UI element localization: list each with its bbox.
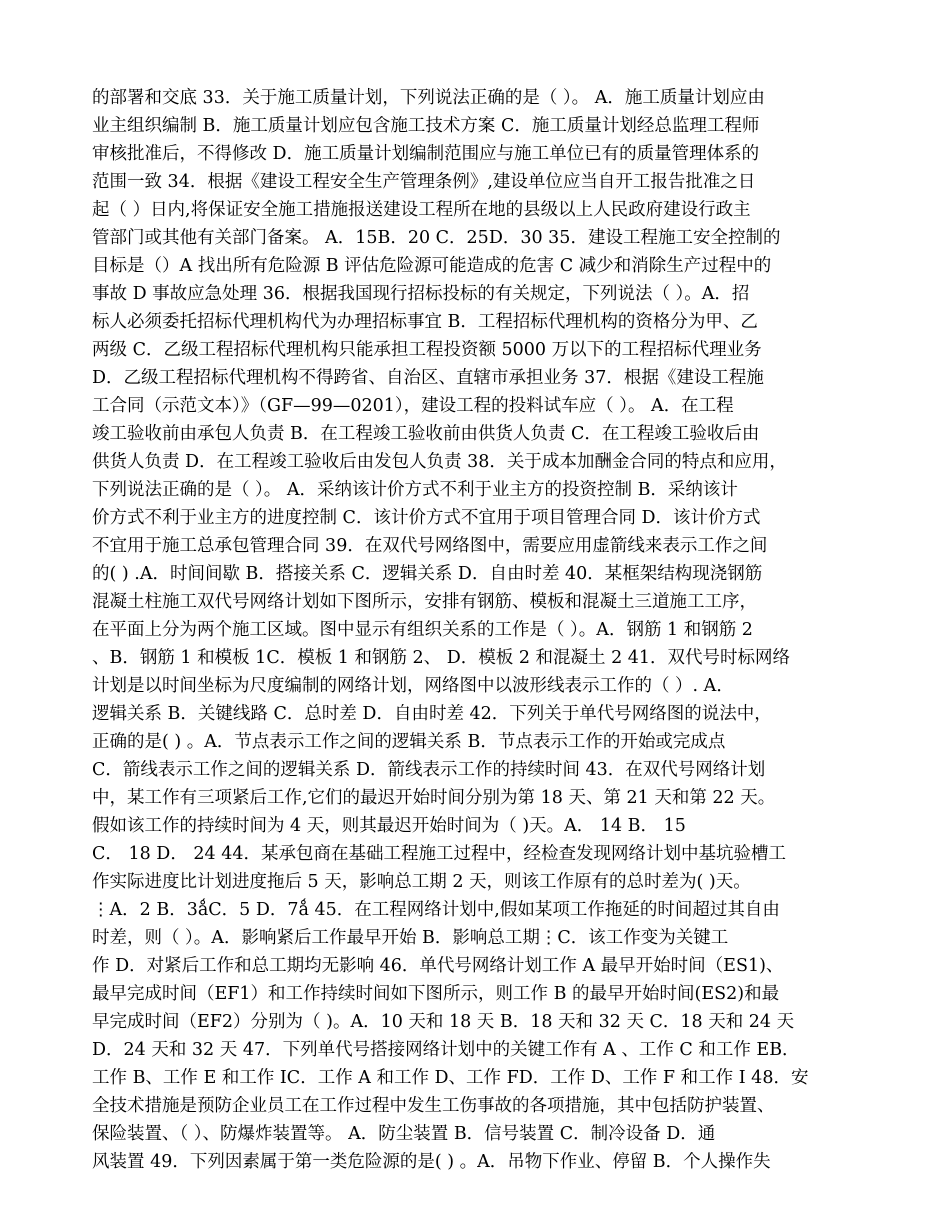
text-line: 的部署和交底 33．关于施工质量计划，下列说法正确的是（ ）。 A．施工质量计划应由 bbox=[92, 88, 765, 108]
text-line: 保险装置、（ ）、防爆炸装置等。 A．防尘装置 B．信号装置 C．制冷设备 D．通 bbox=[92, 1124, 716, 1144]
text-line: 时差，则（ ）。A．影响紧后工作最早开始 B．影响总工期⋮C．该工作变为关键工 bbox=[92, 928, 729, 948]
text-line: 起（ ）日内,将保证安全施工措施报送建设工程所在地的县级以上人民政府建设行政主 bbox=[92, 200, 751, 220]
text-line: 作 D．对紧后工作和总工期均无影响 46．单代号网络计划工作 A 最早开始时间（ES1)、 bbox=[92, 956, 784, 976]
text-line: C． 18 D． 24 44．某承包商在基础工程施工过程中，经检查发现网络计划中基坑验槽工 bbox=[92, 844, 786, 864]
text-line: D．乙级工程招标代理机构不得跨省、自治区、直辖市承担业务 37．根据《建设工程施 bbox=[92, 368, 764, 388]
text-line: 工作 B、工作 E 和工作 IC．工作 A 和工作 D、工作 FD．工作 D、工作 F 和工作 I 48．安 bbox=[92, 1068, 809, 1088]
text-line: 风装置 49．下列因素属于第一类危险源的是( ) 。A．吊物下作业、停留 B．个人操作失 bbox=[92, 1152, 771, 1172]
text-line: 管部门或其他有关部门备案。 A．15B．20 C．25D．30 35．建设工程施工安全控制的 bbox=[92, 228, 781, 248]
text-line: 供货人负责 D．在工程竣工验收后由发包人负责 38．关于成本加酬金合同的特点和应用， bbox=[92, 452, 787, 472]
text-line: 在平面上分为两个施工区域。图中显示有组织关系的工作是（ ）。A．钢筋 1 和钢筋 2 bbox=[92, 620, 753, 640]
text-line: 早完成时间（EF2）分别为（ )。A．10 天和 18 天 B．18 天和 32 天 C．18 天和 24 天 bbox=[92, 1012, 795, 1032]
text-line: 正确的是( ) 。A．节点表示工作之间的逻辑关系 B．节点表示工作的开始或完成点 bbox=[92, 732, 726, 752]
text-line: 标人必须委托招标代理机构代为办理招标事宜 B．工程招标代理机构的资格分为甲、乙 bbox=[92, 312, 758, 332]
text-line: 竣工验收前由承包人负责 B．在工程竣工验收前由供货人负责 C．在工程竣工验收后由 bbox=[92, 424, 760, 444]
text-line: 两级 C．乙级工程招标代理机构只能承担工程投资额 5000 万以下的工程招标代理业务 bbox=[92, 340, 762, 360]
text-line: 最早完成时间（EF1）和工作持续时间如下图所示，则工作 B 的最早开始时间(ES2)和最 bbox=[92, 984, 780, 1004]
text-line: C．箭线表示工作之间的逻辑关系 D．箭线表示工作的持续时间 43．在双代号网络计划 bbox=[92, 760, 766, 780]
text-line: 计划是以时间坐标为尺度编制的网络计划，网络图中以波形线表示工作的（ ）. A． bbox=[92, 676, 734, 696]
text-line: 业主组织编制 B．施工质量计划应包含施工技术方案 C．施工质量计划经总监理工程师 bbox=[92, 116, 760, 136]
text-line: 混凝土柱施工双代号网络计划如下图所示，安排有钢筋、模板和混凝土三道施工工序， bbox=[92, 592, 757, 612]
question-text-block bbox=[92, 84, 872, 1176]
text-line: 中，某工作有三项紧后工作,它们的最迟开始时间分别为第 18 天、第 21 天和第 22 天。 bbox=[92, 788, 776, 808]
text-line: 的( ) .A．时间间歇 B．搭接关系 C．逻辑关系 D．自由时差 40．某框架结构现浇钢筋 bbox=[92, 564, 763, 584]
text-line: 全技术措施是预防企业员工在工作过程中发生工伤事故的各项措施，其中包括防护装置、 bbox=[92, 1096, 775, 1116]
text-line: ⋮A．2 B．3ǻC．5 D．7ǻ 45．在工程网络计划中,假如某项工作拖延的时间超过其自由 bbox=[92, 900, 780, 920]
text-line: 、B．钢筋 1 和模板 1C．模板 1 和钢筋 2、 D．模板 2 和混凝土 2 41．双代号时标网络 bbox=[92, 648, 791, 668]
text-line: 事故 D 事故应急处理 36．根据我国现行招标投标的有关规定，下列说法（ ）。A．招 bbox=[92, 284, 750, 304]
text-line: 逻辑关系 B．关键线路 C．总时差 D．自由时差 42．下列关于单代号网络图的说法中， bbox=[92, 704, 772, 724]
text-line: 目标是（）A 找出所有危险源 B 评估危险源可能造成的危害 C 减少和消除生产过程中的 bbox=[92, 256, 772, 276]
text-line: D．24 天和 32 天 47．下列单代号搭接网络计划中的关键工作有 A 、工作 C 和工作 EB． bbox=[92, 1040, 800, 1060]
text-line: 审核批准后，不得修改 D．施工质量计划编制范围应与施工单位已有的质量管理体系的 bbox=[92, 144, 760, 164]
text-line: 假如该工作的持续时间为 4 天，则其最迟开始时间为（ )天。A． 14 B． 15 bbox=[92, 816, 686, 836]
text-line: 价方式不利于业主方的进度控制 C．该计价方式不宜用于项目管理合同 D．该计价方式 bbox=[92, 508, 761, 528]
text-line: 范围一致 34．根据《建设工程安全生产管理条例》,建设单位应当自开工报告批准之日 bbox=[92, 172, 756, 192]
text-line: 不宜用于施工总承包管理合同 39．在双代号网络图中，需要应用虚箭线来表示工作之间 bbox=[92, 536, 768, 556]
text-line: 作实际进度比计划进度拖后 5 天，影响总工期 2 天，则该工作原有的总时差为( )天。 bbox=[92, 872, 751, 892]
text-line: 下列说法正确的是（ ）。 A．采纳该计价方式不利于业主方的投资控制 B．采纳该计 bbox=[92, 480, 738, 500]
text-line: 工合同（示范文本）》（GF—99—0201），建设工程的投料试车应（ ）。 A．在工程 bbox=[92, 396, 734, 416]
